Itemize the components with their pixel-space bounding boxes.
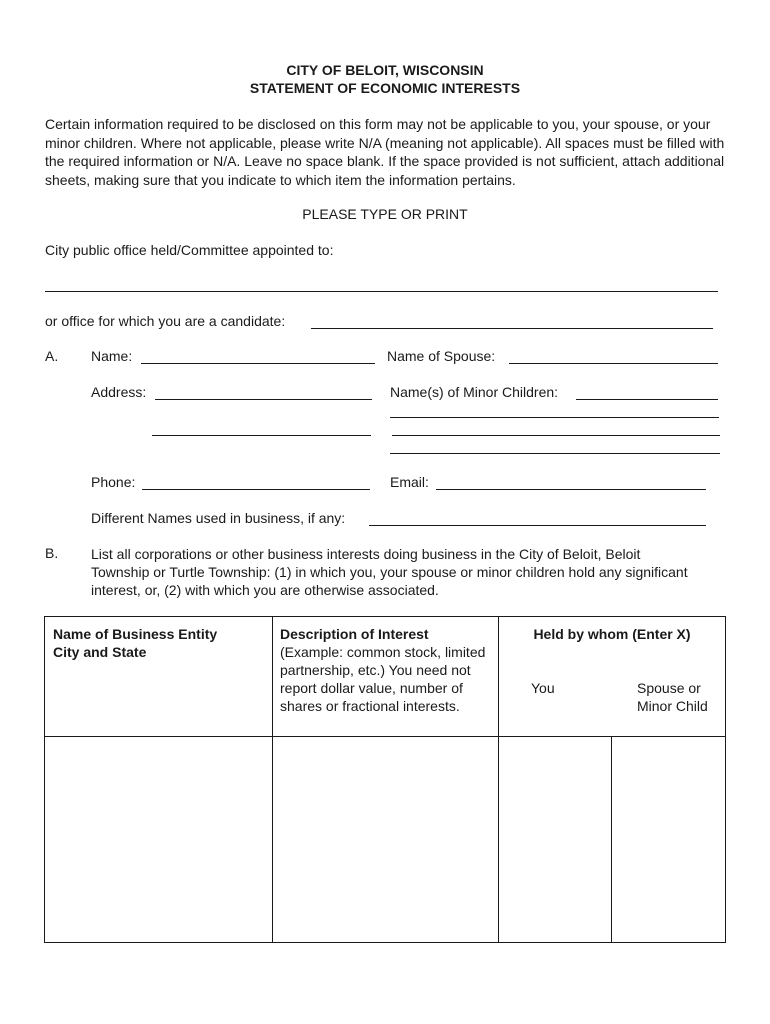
- email-field[interactable]: [436, 489, 706, 490]
- phone-field[interactable]: [142, 489, 370, 490]
- address-field-line-1[interactable]: [155, 399, 372, 400]
- minor-children-field-line-4[interactable]: [390, 453, 720, 454]
- col-held-by-header: Held by whom (Enter X): [533, 626, 691, 642]
- city-state-header-line2: City and State: [53, 644, 147, 660]
- address-field-line-2[interactable]: [152, 435, 371, 436]
- office-held-field[interactable]: [45, 291, 718, 292]
- business-entity-cell[interactable]: [45, 737, 272, 942]
- description-header-title: Description of Interest: [280, 626, 429, 642]
- description-cell[interactable]: [273, 737, 498, 942]
- business-interests-table: [44, 616, 726, 943]
- business-entity-header-line1: Name of Business Entity: [53, 626, 218, 642]
- form-title-city: CITY OF BELOIT, WISCONSIN: [286, 62, 484, 78]
- spouse-name-label: Name of Spouse:: [387, 348, 496, 364]
- held-by-spouse-cell[interactable]: [612, 737, 725, 942]
- different-names-label: Different Names used in business, if any:: [91, 510, 346, 526]
- minor-children-field-line-2[interactable]: [390, 417, 719, 418]
- section-b-instructions: List all corporations or other business interests doing business in the City of Beloit, Beloit Township or Turtle Township: (1) in which you, your spouse or minor children hold any significant interest, or, (2) with which you are otherwise associated.: [91, 546, 688, 598]
- col-description-header: [280, 625, 490, 715]
- col-business-entity-header: [53, 625, 268, 661]
- form-title-statement: STATEMENT OF ECONOMIC INTERESTS: [249, 80, 521, 96]
- held-by-spouse-header: Spouse or Minor Child: [637, 680, 708, 714]
- office-held-label: City public office held/Committee appointed to:: [45, 242, 334, 258]
- candidate-office-label: or office for which you are a candidate:: [45, 313, 286, 329]
- candidate-office-field[interactable]: [311, 328, 713, 329]
- minor-children-label: Name(s) of Minor Children:: [390, 384, 559, 400]
- spouse-name-field[interactable]: [509, 363, 718, 364]
- intro-paragraph: Certain information required to be disclosed on this form may not be applicable to you, your spouse, or your minor children. Where not applicable, please write N/A (meaning not applicable). All spaces must be filled with the required information or N/A. Leave no space blank. If the space provided is not sufficient, attach additional sheets, making sure that you indicate to which item the information pertains.: [45, 116, 725, 188]
- minor-children-field-line-3[interactable]: [392, 435, 720, 436]
- section-a-marker: A.: [45, 348, 59, 364]
- held-by-you-cell[interactable]: [499, 737, 611, 942]
- phone-label: Phone:: [91, 474, 136, 490]
- name-field[interactable]: [141, 363, 375, 364]
- email-label: Email:: [390, 474, 429, 490]
- address-label: Address:: [91, 384, 147, 400]
- name-label: Name:: [91, 348, 133, 364]
- minor-children-field-line-1[interactable]: [576, 399, 718, 400]
- held-by-you-header: You: [531, 680, 555, 696]
- section-b-marker: B.: [45, 545, 59, 561]
- type-or-print-instruction: PLEASE TYPE OR PRINT: [302, 206, 468, 222]
- description-header-body: (Example: common stock, limited partnership, etc.) You need not report dollar value, number of shares or fractional interests.: [280, 644, 486, 714]
- different-names-field[interactable]: [369, 525, 706, 526]
